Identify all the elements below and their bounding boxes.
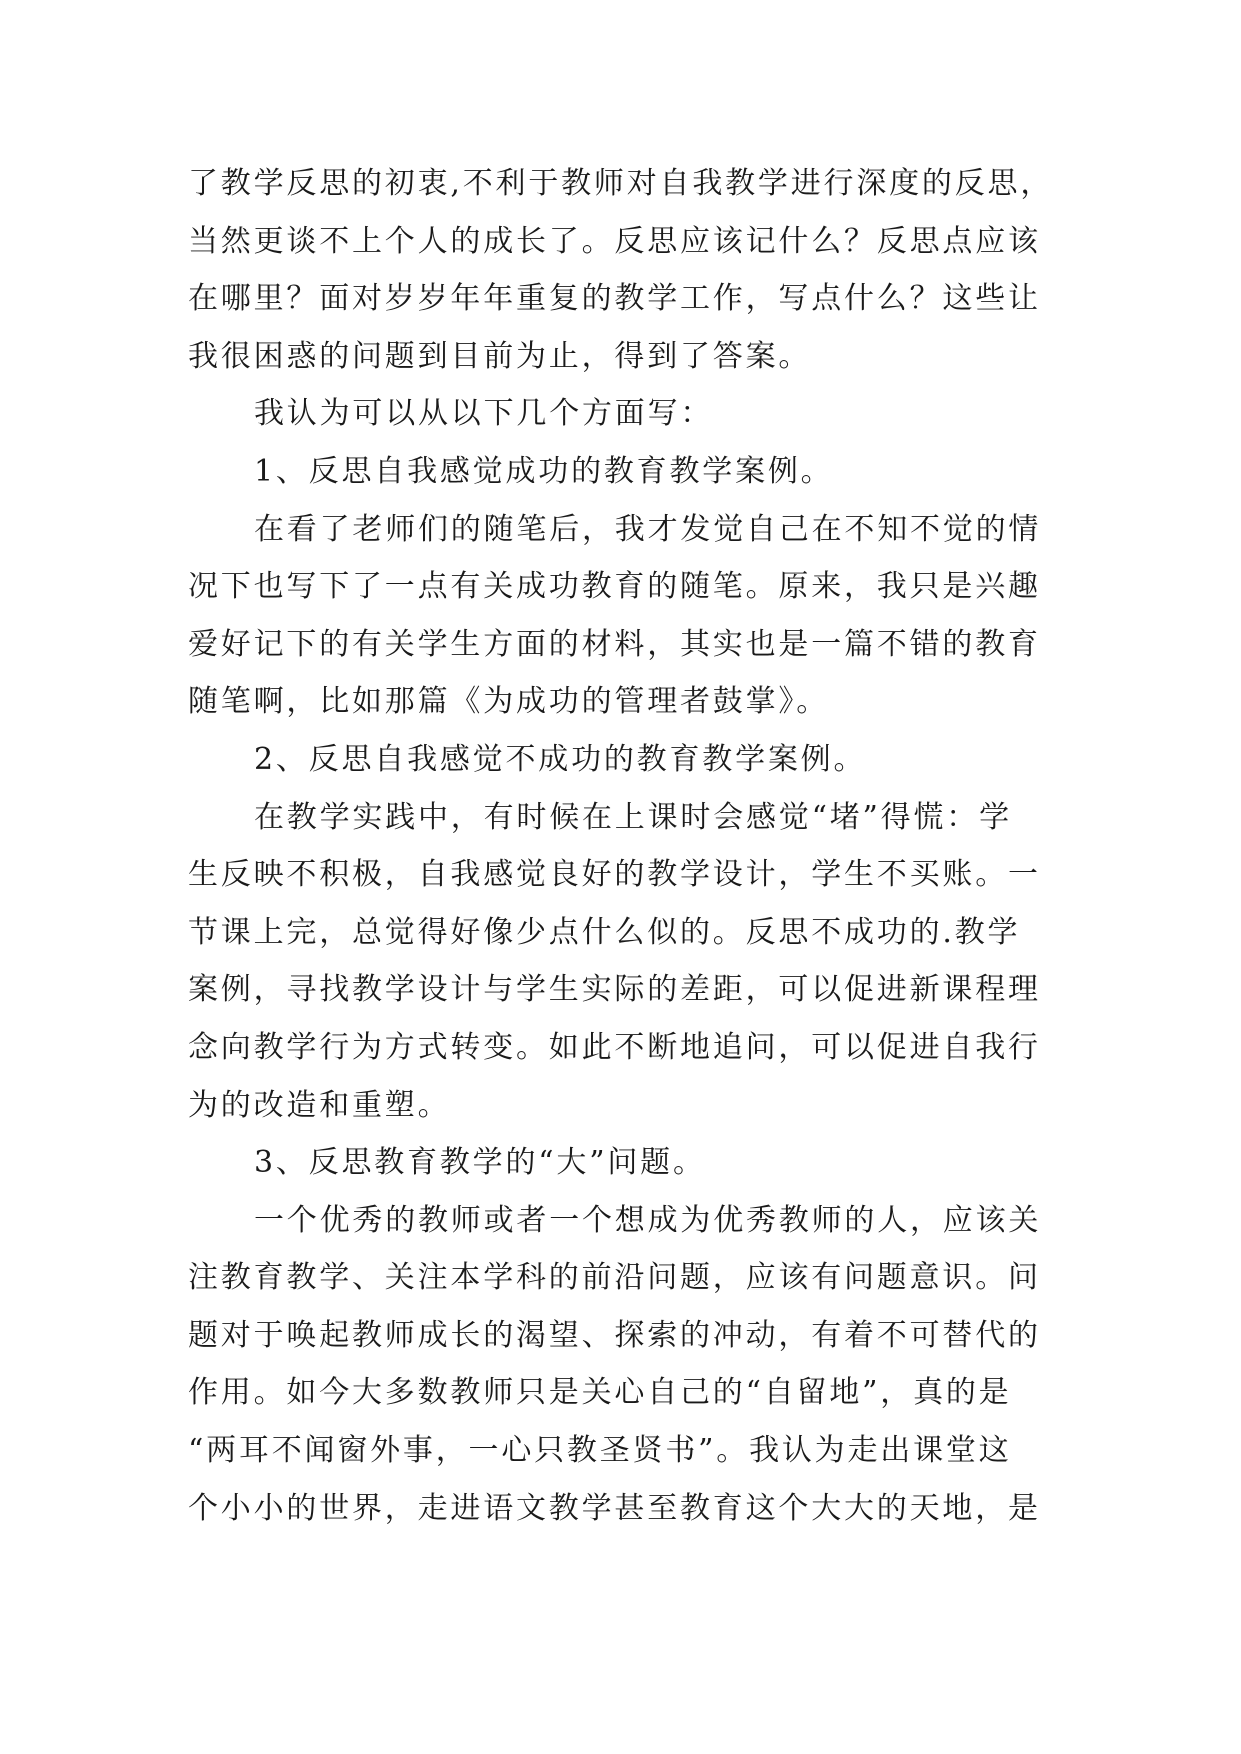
body-text [188, 155, 1188, 1537]
paragraph-start-line: 我认为可以从以下几个方面写： [254, 396, 714, 432]
section-heading-1: 1、反思自我感觉成功的教育教学案例。 [254, 453, 834, 489]
text-line: 随笔啊，比如那篇《为成功的管理者鼓掌》。 [188, 684, 829, 720]
text-line: 个小小的世界，走进语文教学甚至教育这个大大的天地，是 [188, 1490, 1041, 1526]
section-heading-3: 3、反思教育教学的“大”问题。 [254, 1145, 706, 1181]
paragraph-start-line: 在教学实践中，有时候在上课时会感觉“堵”得慌：学 [254, 799, 1012, 835]
text-line: 我很困惑的问题到目前为止，得到了答案。 [188, 338, 812, 374]
text-line: 生反映不积极，自我感觉良好的教学设计，学生不买账。一 [188, 857, 1041, 893]
text-line: 案例，寻找教学设计与学生实际的差距，可以促进新课程理 [188, 972, 1041, 1008]
text-line: 当然更谈不上个人的成长了。反思应该记什么？反思点应该 [188, 223, 1041, 259]
text-line: 念向教学行为方式转变。如此不断地追问，可以促进自我行 [188, 1029, 1041, 1065]
text-line: 作用。如今大多数教师只是关心自己的“自留地”，真的是 [188, 1375, 1012, 1411]
text-line: 节课上完，总觉得好像少点什么似的。反思不成功的.教学 [188, 914, 1021, 950]
text-line: 况下也写下了一点有关成功教育的随笔。原来，我只是兴趣 [188, 569, 1041, 605]
paragraph-start-line: 在看了老师们的随笔后，我才发觉自己在不知不觉的情 [254, 511, 1042, 547]
text-line: “两耳不闻窗外事，一心只教圣贤书”。我认为走出课堂这 [188, 1433, 1012, 1469]
text-line: 了教学反思的初衷,不利于教师对自我教学进行深度的反思， [188, 166, 1054, 201]
text-line: 题对于唤起教师成长的渴望、探索的冲动，有着不可替代的 [188, 1317, 1041, 1353]
section-heading-2: 2、反思自我感觉不成功的教育教学案例。 [254, 741, 867, 777]
paragraph-start-line: 一个优秀的教师或者一个想成为优秀教师的人，应该关 [254, 1202, 1042, 1238]
text-line: 为的改造和重塑。 [188, 1087, 451, 1123]
text-line: 在哪里？面对岁岁年年重复的教学工作，写点什么？这些让 [188, 281, 1041, 317]
text-line: 注教育教学、关注本学科的前沿问题，应该有问题意识。问 [188, 1260, 1041, 1296]
text-line: 爱好记下的有关学生方面的材料，其实也是一篇不错的教育 [188, 626, 1041, 662]
